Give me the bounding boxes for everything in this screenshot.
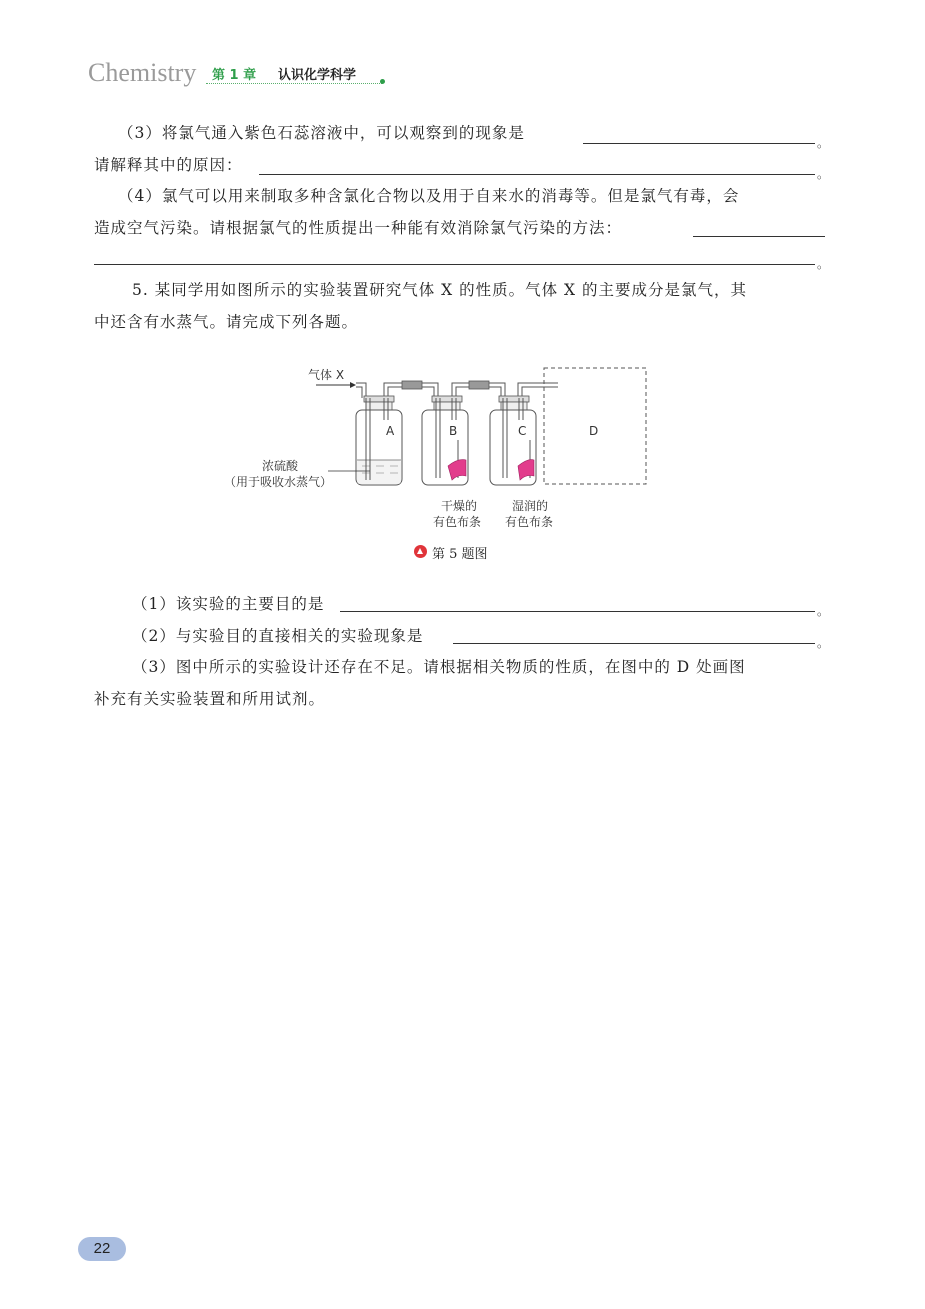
bottle-b-label: B <box>449 424 458 438</box>
answer-blank-part4-a[interactable] <box>693 236 825 237</box>
apparatus-figure <box>220 360 680 540</box>
brand-title: Chemistry <box>88 58 197 87</box>
q5-sub3-line1: （3）图中所示的实验设计还存在不足。请根据相关物质的性质，在图中的 D 处画图 <box>132 658 746 676</box>
period-mark: 。 <box>817 604 830 618</box>
page-header <box>88 58 388 88</box>
header-divider <box>206 83 382 84</box>
period-mark: 。 <box>817 257 830 271</box>
answer-blank-part3-phenomenon[interactable] <box>583 143 815 144</box>
rubber-connector <box>402 381 422 389</box>
period-mark: 。 <box>817 636 830 650</box>
box-d-label: D <box>589 424 599 438</box>
wet-cloth-label-2: 有色布条 <box>505 515 554 529</box>
dry-cloth-label-2: 有色布条 <box>433 515 482 529</box>
q5-sub2: （2）与实验目的直接相关的实验现象是 <box>132 627 424 645</box>
period-mark: 。 <box>817 167 830 181</box>
part3-line1: （3）将氯气通入紫色石蕊溶液中，可以观察到的现象是 <box>118 124 525 142</box>
acid-label: 浓硫酸 <box>262 459 299 473</box>
page-number-badge: 22 <box>78 1237 126 1261</box>
bottle-c <box>490 396 536 485</box>
answer-blank-part3-reason[interactable] <box>259 174 815 175</box>
answer-blank-q5-sub1[interactable] <box>340 611 815 612</box>
bottle-a-label: A <box>386 424 395 438</box>
chapter-title: 认识化学科学 <box>278 68 357 83</box>
part4-line2: 造成空气污染。请根据氯气的性质提出一种能有效消除氯气污染的方法： <box>94 219 623 237</box>
part3-line2: 请解释其中的原因： <box>94 156 243 174</box>
caption-text: 第 5 题图 <box>432 547 488 562</box>
bottle-b <box>422 396 468 485</box>
q5-stem-line2: 中还含有水蒸气。请完成下列各题。 <box>94 313 359 331</box>
dry-cloth-label-1: 干燥的 <box>441 499 478 513</box>
bottle-c-label: C <box>518 424 527 438</box>
answer-blank-part4-b[interactable] <box>94 264 815 265</box>
arrow-head-icon <box>350 382 356 388</box>
bottle-a <box>356 396 402 485</box>
q5-sub1: （1）该实验的主要目的是 <box>132 595 325 613</box>
gas-x-label: 气体 X <box>308 368 345 382</box>
q5-stem-line1: 5. 某同学用如图所示的实验装置研究气体 X 的性质。气体 X 的主要成分是氯气，其 <box>132 281 747 299</box>
chapter-number: 第 1 章 <box>212 68 257 83</box>
acid-note: （用于吸收水蒸气） <box>224 475 333 489</box>
wet-cloth-label-1: 湿润的 <box>512 499 549 513</box>
answer-blank-q5-sub2[interactable] <box>453 643 815 644</box>
header-dot <box>380 79 385 84</box>
q5-sub3-line2: 补充有关实验装置和所用试剂。 <box>94 690 326 708</box>
rubber-connector <box>469 381 489 389</box>
caption-triangle-icon <box>414 545 427 558</box>
period-mark: 。 <box>817 136 830 150</box>
part4-line1: （4）氯气可以用来制取多种含氯化合物以及用于自来水的消毒等。但是氯气有毒，会 <box>118 187 740 205</box>
